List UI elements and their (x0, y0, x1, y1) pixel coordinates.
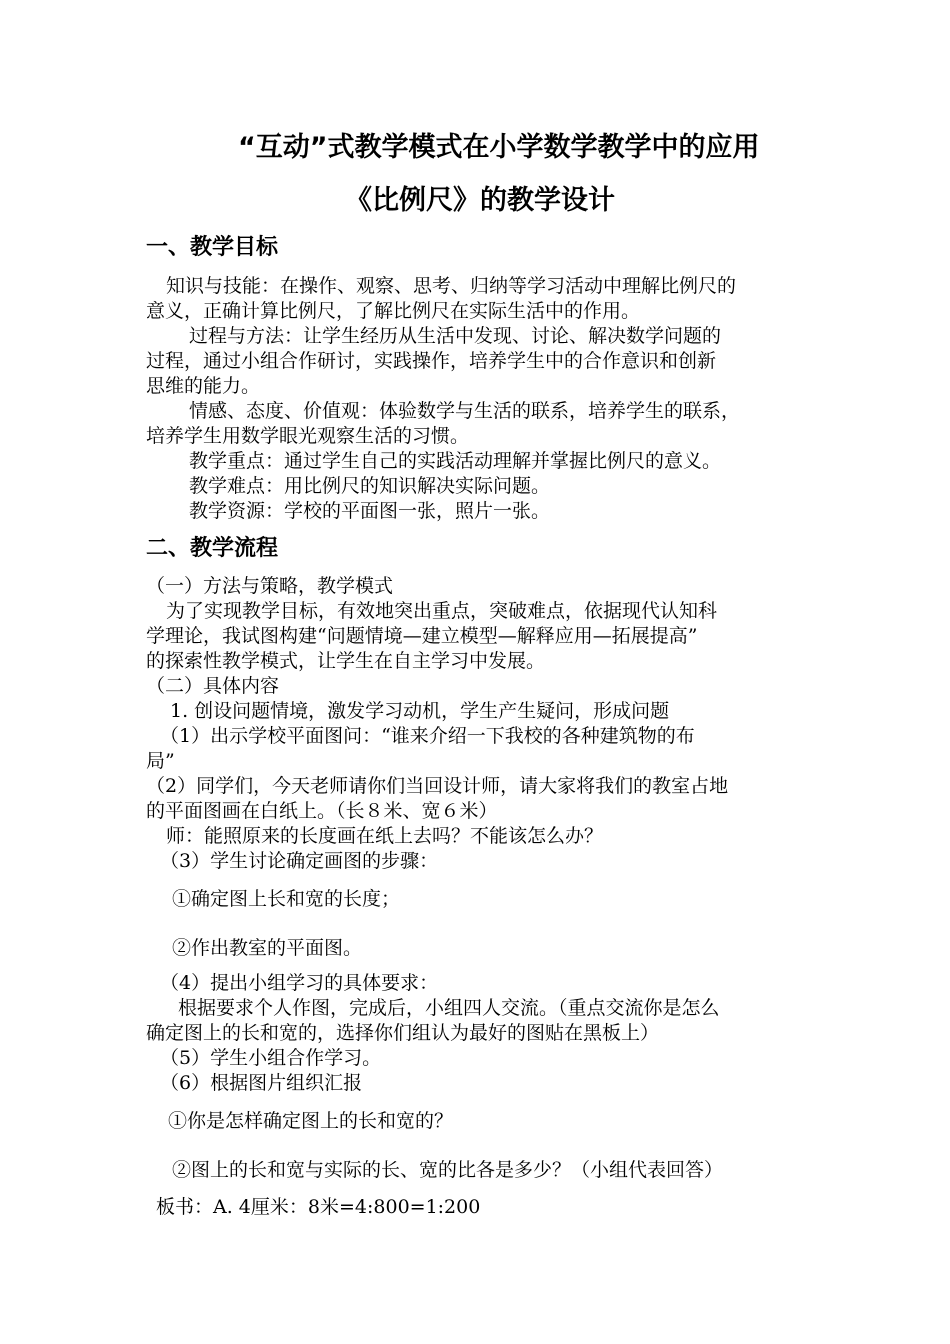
section-heading-goals: 一、教学目标 (146, 235, 279, 260)
paragraph-line: （3）学生讨论确定画图的步骤： (160, 850, 439, 872)
paragraph-line: 意义，正确计算比例尺，了解比例尺在实际生活中的作用。 (146, 300, 641, 322)
step-line: ②作出教室的平面图。 (172, 937, 363, 959)
key-point-line: 教学重点：通过学生自己的实践活动理解并掌握比例尺的意义。 (189, 450, 722, 472)
difficulty-line: 教学难点：用比例尺的知识解决实际问题。 (189, 475, 551, 497)
paragraph-line: 学理论，我试图构建“问题情境—建立模型—解释应用—拓展提高” (146, 625, 698, 647)
question-line: ①你是怎样确定图上的长和宽的？ (168, 1110, 454, 1132)
paragraph-line: 局” (146, 750, 175, 772)
paragraph-line: 过程与方法：让学生经历从生活中发现、讨论、解决数学问题的 (189, 325, 722, 347)
paragraph-line: 过程，通过小组合作研讨，实践操作，培养学生中的合作意识和创新 (146, 350, 717, 372)
paragraph-line: （1）出示学校平面图问：“谁来介绍一下我校的各种建筑物的布 (160, 725, 695, 747)
paragraph-line: 的探索性教学模式，让学生在自主学习中发展。 (146, 650, 546, 672)
list-item: 1. 创设问题情境，激发学习动机，学生产生疑问，形成问题 (170, 700, 670, 722)
paragraph-line: （2）同学们，今天老师请你们当回设计师，请大家将我们的教室占地 (146, 775, 729, 797)
paragraph-line: 培养学生用数学眼光观察生活的习惯。 (146, 425, 470, 447)
paragraph-line: （4）提出小组学习的具体要求： (160, 972, 439, 994)
paragraph-line: 情感、态度、价值观：体验数学与生活的联系，培养学生的联系， (189, 400, 741, 422)
section-heading-process: 二、教学流程 (146, 536, 279, 561)
paragraph-line: 确定图上的长和宽的，选择你们组认为最好的图贴在黑板上） (146, 1022, 660, 1044)
title-line-2: 《比例尺》的教学设计 (345, 185, 615, 216)
title-line-1: “互动”式教学模式在小学数学教学中的应用 (238, 132, 760, 163)
teacher-line: 师：能照原来的长度画在纸上去吗？不能该怎么办？ (166, 825, 604, 847)
paragraph-line: 的平面图画在白纸上。（长８米、宽６米） (146, 800, 498, 822)
resources-line: 教学资源：学校的平面图一张，照片一张。 (189, 500, 551, 522)
paragraph-line: （6）根据图片组织汇报 (160, 1072, 363, 1094)
subheading: （二）具体内容 (146, 675, 280, 697)
step-line: ①确定图上长和宽的长度； (172, 888, 401, 910)
question-line: ②图上的长和宽与实际的长、宽的比各是多少？（小组代表回答） (172, 1159, 724, 1181)
paragraph-line: 为了实现教学目标，有效地突出重点，突破难点，依据现代认知科 (166, 600, 718, 622)
subheading: （一）方法与策略，教学模式 (146, 575, 394, 597)
paragraph-line: （5）学生小组合作学习。 (160, 1047, 382, 1069)
paragraph-line: 根据要求个人作图，完成后，小组四人交流。（重点交流你是怎么 (178, 997, 720, 1019)
paragraph-line: 思维的能力。 (146, 375, 261, 397)
board-writing-line: 板书：A. 4厘米：8米=4:800=1:200 (156, 1196, 481, 1218)
paragraph-line: 知识与技能：在操作、观察、思考、归纳等学习活动中理解比例尺的 (166, 275, 737, 297)
